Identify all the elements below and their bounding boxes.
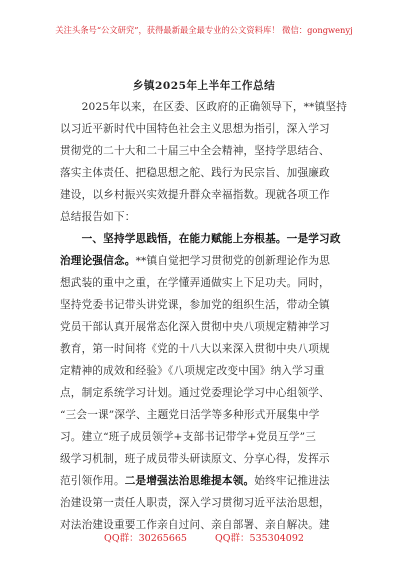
body-line <box>60 118 356 140</box>
text-run: 范引领作用。 <box>60 475 125 487</box>
text-run: 总结报告如下： <box>60 211 136 223</box>
body-line <box>60 360 356 382</box>
body-line <box>60 206 356 228</box>
text-run: 治建设第一责任人职责，深入学习贯彻习近平法治思想， <box>60 497 330 509</box>
body-line <box>60 228 356 250</box>
body-line <box>60 96 356 118</box>
body-line <box>60 140 356 162</box>
body-line <box>60 338 356 360</box>
body-line <box>60 470 356 492</box>
text-run: 以习近平新时代中国特色社会主义思想为指引，深入学习 <box>60 123 330 135</box>
text-run: 建设，以乡村振兴实效提升群众幸福指数。现就各项工作 <box>60 189 330 201</box>
body-line <box>60 492 356 514</box>
qq-group-2: QQ群：535304092 <box>214 533 304 544</box>
document-title: 乡镇2025年上半年工作总结 <box>132 80 276 92</box>
body-line <box>60 272 356 294</box>
body-line <box>60 404 356 426</box>
text-run: “三会一课”深学、主题党日活学等多种形式开展集中学 <box>60 409 320 421</box>
body-line <box>60 448 356 470</box>
text-run: 级学习机制，班子成员带头研读原文、分享心得，发挥示 <box>60 453 330 465</box>
document-body <box>60 96 356 536</box>
body-line <box>60 382 356 404</box>
text-run: 想武装的重中之重，在学懂弄通做实上下足功夫。同时， <box>60 277 330 289</box>
promo-banner: 关注头条号“公文研究”，获得最新最全最专业的公文资料库！ 微信：gongwenyj <box>55 25 353 35</box>
body-line <box>60 184 356 206</box>
bold-text-run: 治理论强信念。 <box>60 255 136 267</box>
text-run: 定精神的成效和经验》《八项规定改变中国》纳入学习重 <box>60 365 325 377</box>
body-line <box>60 250 356 272</box>
qq-group-1: QQ群：30265665 <box>104 533 187 544</box>
text-run: 党员干部认真开展常态化深入贯彻中央八项规定精神学习 <box>60 321 330 333</box>
qq-footer <box>0 532 408 546</box>
body-line <box>60 316 356 338</box>
text-run: 落实主体责任、把稳思想之舵、践行为民宗旨、加强廉政 <box>60 167 330 179</box>
text-run: 教育，第一时间将《党的十八大以来深入贯彻中央八项规 <box>60 343 330 355</box>
text-run: 点，制定系统学习计划。通过党委理论学习中心组领学、 <box>60 387 330 399</box>
text-run: 坚持党委书记带头讲党课，参加党的组织生活，带动全镇 <box>60 299 330 311</box>
text-run: 2025年以来，在区委、区政府的正确领导下，**镇坚持 <box>60 101 348 113</box>
text-run: 习。建立“班子成员领学+支部书记带学+党员互学”三 <box>60 431 317 443</box>
text-run: **镇自觉把学习贯彻党的创新理论作为思 <box>135 255 331 267</box>
bold-text-run: 一、坚持学思践悟，在能力赋能上夯根基。一是学习政 <box>60 233 341 245</box>
text-run: 对法治建设重要工作亲自过问、亲自部署、亲自解决。建 <box>60 519 330 531</box>
body-line <box>60 426 356 448</box>
body-line <box>60 162 356 184</box>
text-run: 始终牢记推进法 <box>254 475 330 487</box>
bold-text-run: 二是增强法治思维提本领。 <box>124 475 255 487</box>
text-run: 贯彻党的二十大和二十届三中全会精神，坚持学思结合、 <box>60 145 330 157</box>
body-line <box>60 294 356 316</box>
